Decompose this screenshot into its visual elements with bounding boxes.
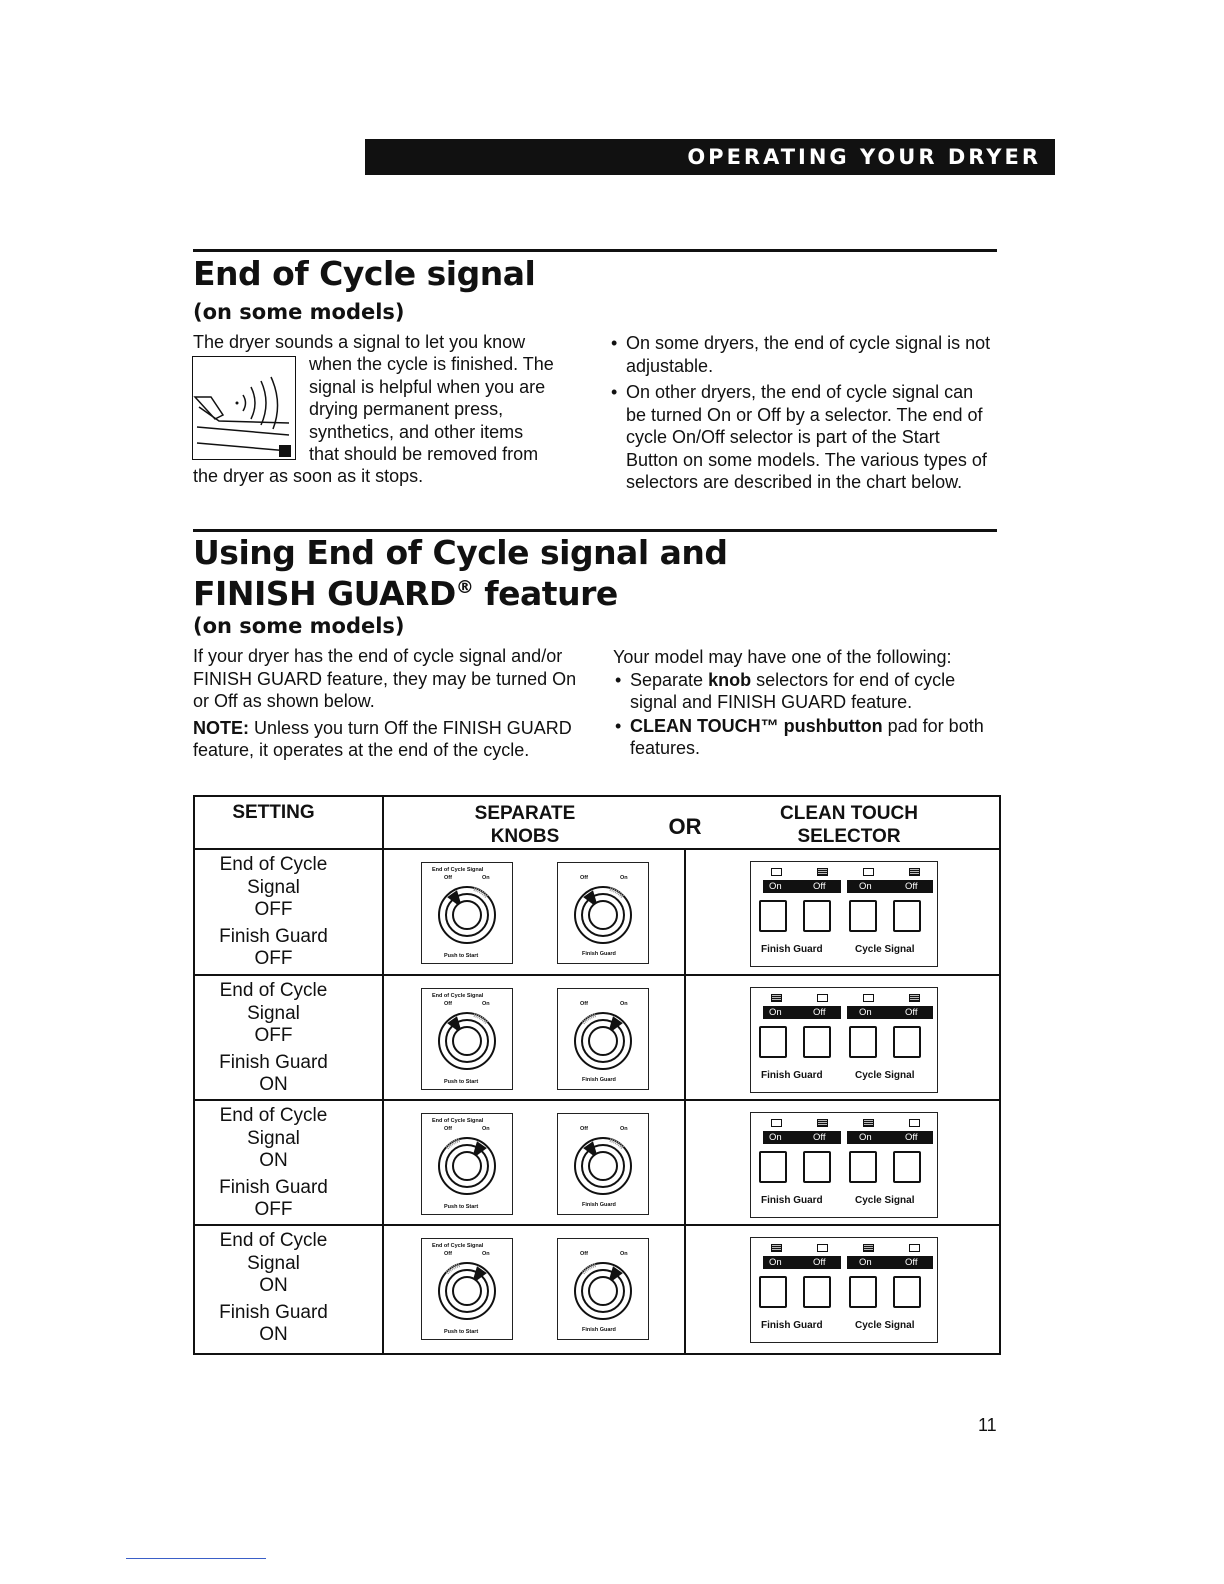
off-label: Off (813, 1007, 826, 1018)
note-label: NOTE: (193, 717, 249, 738)
signal-dial-icon[interactable] (432, 1003, 502, 1073)
on-label: On (769, 1257, 782, 1268)
intro-wrap-line: drying permanent press, (309, 399, 504, 419)
knob-label: End of Cycle Signal (432, 867, 484, 873)
setting-line: Finish Guard (219, 925, 328, 947)
knob-off-label: Off (444, 1126, 452, 1132)
knob-off-label: Off (444, 875, 452, 881)
cycle-signal-on-off-bar (847, 1131, 933, 1144)
page-number: 11 (978, 1415, 997, 1435)
setting-cell (195, 1230, 352, 1347)
finish-guard-off-button[interactable] (803, 1276, 831, 1308)
knob-on-label: On (620, 1251, 628, 1257)
finish-guard-label: Finish Guard (761, 1195, 823, 1206)
indicator-light (909, 1119, 920, 1127)
setting-line: OFF (254, 1025, 293, 1046)
finish-guard-label: Finish Guard (761, 944, 823, 955)
b1a: Separate (630, 669, 709, 690)
using-paragraph: If your dryer has the end of cycle signal and/or FINISH GUARD feature, they may be turned On or Off as shown below. (193, 646, 577, 711)
knob-push-label: Push to Start (444, 1079, 479, 1085)
cycle-signal-label: Cycle Signal (855, 1195, 915, 1206)
header-line: KNOBS (490, 826, 560, 847)
finish-guard-off-button[interactable] (803, 900, 831, 932)
end-of-cycle-intro (193, 331, 593, 354)
cycle-signal-label: Cycle Signal (855, 1070, 915, 1081)
right-intro: Your model may have one of the following: (613, 647, 952, 667)
registered-mark: ® (455, 577, 474, 598)
intro-end: the dryer as soon as it stops. (193, 466, 424, 486)
on-label: On (769, 1007, 782, 1018)
off-label: Off (905, 881, 918, 892)
on-label: On (859, 1257, 872, 1268)
finish-guard-on-button[interactable] (759, 1151, 787, 1183)
finish-guard-knob[interactable] (557, 988, 649, 1090)
using-note (193, 717, 588, 762)
indicator-light (863, 1244, 874, 1252)
indicator-light (909, 868, 920, 876)
intro-wrap-line: when the cycle is finished. The (309, 354, 554, 374)
on-label: On (769, 1132, 782, 1143)
off-label: Off (905, 1132, 918, 1143)
col-divider (684, 849, 686, 1353)
setting-line: End of Cycle (219, 1105, 328, 1126)
knob-on-label: On (482, 1251, 490, 1257)
on-label: On (859, 881, 872, 892)
cycle-signal-on-off-bar (847, 1006, 933, 1019)
setting-line: Signal (247, 876, 300, 898)
setting-line: ON (259, 1275, 288, 1296)
b2a: CLEAN TOUCH™ pushbutton (630, 715, 883, 736)
signal-dial-icon[interactable] (432, 877, 502, 947)
dryer-signal-illustration (192, 356, 296, 460)
using-right-text (613, 646, 998, 764)
indicator-light (771, 994, 782, 1002)
knob-off-label: Off (580, 1251, 588, 1257)
cycle-signal-off-button[interactable] (893, 900, 921, 932)
off-label: Off (905, 1007, 918, 1018)
finish-guard-on-off-bar (763, 880, 841, 893)
indicator-light (863, 868, 874, 876)
knob-on-label: On (620, 875, 628, 881)
knob-on-label: On (482, 875, 490, 881)
col-divider (382, 797, 384, 1353)
intro-wrap-line: synthetics, and other items (309, 421, 524, 442)
finish-guard-knob[interactable] (557, 1113, 649, 1215)
knob-off-label: Off (444, 1251, 452, 1257)
finish-guard-dial-icon[interactable] (568, 1128, 638, 1198)
footer-line (126, 1558, 266, 1559)
end-of-cycle-signal-knob[interactable] (421, 862, 513, 964)
end-of-cycle-subtitle: (on some models) (193, 300, 405, 324)
cycle-signal-off-button[interactable] (893, 1276, 921, 1308)
end-of-cycle-signal-knob[interactable] (421, 988, 513, 1090)
bullet-item: • On some dryers, the end of cycle signal is not adjustable. (611, 332, 996, 377)
indicator-light (817, 868, 828, 876)
finish-guard-on-off-bar (763, 1256, 841, 1269)
off-label: Off (813, 1257, 826, 1268)
finish-guard-on-off-bar (763, 1131, 841, 1144)
bullet-item: • On other dryers, the end of cycle signal can be turned On or Off by a selector. The end of cycle On/Off selector is part of the Start Button on some models. The various types of selectors are described in the chart below. (611, 381, 996, 494)
setting-line: ON (259, 1074, 288, 1095)
end-of-cycle-bullets (611, 332, 996, 498)
row-divider (195, 1224, 999, 1226)
on-label: On (769, 881, 782, 892)
finish-guard-on-button[interactable] (759, 900, 787, 932)
cycle-signal-label: Cycle Signal (855, 1320, 915, 1331)
knob-on-label: On (482, 1001, 490, 1007)
setting-line: OFF (254, 899, 293, 920)
title-feature: feature (473, 574, 618, 613)
knob-finish-label: Finish Guard (582, 1077, 616, 1083)
knob-push-label: Push to Start (444, 1204, 479, 1210)
setting-line: Signal (247, 1252, 300, 1274)
setting-line: Finish Guard (219, 1301, 328, 1323)
indicator-light (771, 1244, 782, 1252)
using-title-line2 (193, 570, 618, 612)
knob-off-label: Off (580, 1126, 588, 1132)
knob-on-label: On (482, 1126, 490, 1132)
knob-finish-label: Finish Guard (582, 1202, 616, 1208)
setting-line: End of Cycle (219, 980, 328, 1001)
header-line: CLEAN TOUCH (780, 803, 918, 824)
setting-line: Finish Guard (219, 1051, 328, 1073)
clean-touch-panel (750, 987, 938, 1093)
header-setting: SETTING (232, 802, 315, 823)
indicator-light (771, 868, 782, 876)
finish-guard-off-button[interactable] (803, 1151, 831, 1183)
knob-on-label: On (620, 1001, 628, 1007)
signal-dial-icon[interactable] (432, 1128, 502, 1198)
cycle-signal-on-button[interactable] (849, 1026, 877, 1058)
using-left-text (193, 645, 588, 762)
header-separate-knobs (425, 802, 625, 848)
clean-touch-panel (750, 861, 938, 967)
setting-line: End of Cycle (219, 1230, 328, 1251)
row-divider (195, 1099, 999, 1101)
knob-finish-label: Finish Guard (582, 1327, 616, 1333)
finish-guard-knob[interactable] (557, 1238, 649, 1340)
finish-guard-knob[interactable] (557, 862, 649, 964)
off-label: Off (905, 1257, 918, 1268)
indicator-light (817, 1119, 828, 1127)
row-divider (195, 974, 999, 976)
cycle-signal-on-button[interactable] (849, 1151, 877, 1183)
signal-sound-icon (193, 357, 295, 459)
off-label: Off (813, 1132, 826, 1143)
signal-dial-icon[interactable] (432, 1253, 502, 1323)
knob-label: End of Cycle Signal (432, 1118, 484, 1124)
setting-cell (195, 980, 352, 1097)
note-text: Unless you turn Off the FINISH GUARD feature, it operates at the end of the cycle. (193, 717, 572, 760)
b2b: pad for both features. (630, 715, 984, 758)
on-label: On (859, 1007, 872, 1018)
intro-line: The dryer sounds a signal to let you know (193, 332, 526, 352)
indicator-light (817, 1244, 828, 1252)
setting-line: OFF (254, 948, 293, 969)
knob-off-label: Off (580, 1001, 588, 1007)
setting-line: OFF (254, 1199, 293, 1220)
clean-touch-panel (750, 1112, 938, 1218)
finish-guard-on-button[interactable] (759, 1026, 787, 1058)
section-header-bar: OPERATING YOUR DRYER (365, 139, 1055, 175)
indicator-light (863, 994, 874, 1002)
off-label: Off (813, 881, 826, 892)
setting-line: ON (259, 1150, 288, 1171)
setting-line: End of Cycle (219, 854, 328, 875)
header-line: SELECTOR (797, 826, 901, 847)
finish-guard-off-button[interactable] (803, 1026, 831, 1058)
cycle-signal-on-off-bar (847, 880, 933, 893)
knob-push-label: Push to Start (444, 953, 479, 959)
setting-line: Signal (247, 1127, 300, 1149)
settings-chart (193, 795, 1001, 1355)
finish-guard-dial-icon[interactable] (568, 877, 638, 947)
finish-guard-label: Finish Guard (761, 1320, 823, 1331)
finish-guard-on-off-bar (763, 1006, 841, 1019)
end-of-cycle-title: End of Cycle signal (193, 254, 536, 293)
cycle-signal-label: Cycle Signal (855, 944, 915, 955)
header-clean-touch (749, 802, 949, 848)
intro-wrap (309, 353, 599, 466)
section-rule (193, 249, 997, 252)
indicator-light (863, 1119, 874, 1127)
cycle-signal-on-off-bar (847, 1256, 933, 1269)
indicator-light (817, 994, 828, 1002)
row-divider (195, 848, 999, 850)
cycle-signal-on-button[interactable] (849, 900, 877, 932)
knob-off-label: Off (580, 875, 588, 881)
setting-cell (195, 1105, 352, 1222)
indicator-light (909, 1244, 920, 1252)
knob-label: End of Cycle Signal (432, 1243, 484, 1249)
bullet-item (615, 715, 998, 760)
finish-guard-dial-icon[interactable] (568, 1003, 638, 1073)
using-title-line1: Using End of Cycle signal and (193, 533, 728, 572)
knob-finish-label: Finish Guard (582, 951, 616, 957)
indicator-light (909, 994, 920, 1002)
knob-off-label: Off (444, 1001, 452, 1007)
b1c: selectors for end of cycle signal and FINISH GUARD feature. (630, 669, 956, 712)
knob-label: End of Cycle Signal (432, 993, 484, 999)
finish-guard-on-button[interactable] (759, 1276, 787, 1308)
header-or: OR (668, 814, 702, 839)
intro-wrap-line: signal is helpful when you are (309, 376, 546, 397)
b1b: knob (708, 669, 752, 690)
end-of-cycle-signal-knob[interactable] (421, 1238, 513, 1340)
clean-touch-panel (750, 1237, 938, 1343)
finish-guard-dial-icon[interactable] (568, 1253, 638, 1323)
setting-line: Signal (247, 1002, 300, 1024)
setting-cell (195, 854, 352, 971)
cycle-signal-off-button[interactable] (893, 1151, 921, 1183)
cycle-signal-on-button[interactable] (849, 1276, 877, 1308)
on-label: On (859, 1132, 872, 1143)
indicator-light (771, 1119, 782, 1127)
finish-guard-label: Finish Guard (761, 1070, 823, 1081)
knob-push-label: Push to Start (444, 1329, 479, 1335)
cycle-signal-off-button[interactable] (893, 1026, 921, 1058)
setting-line: Finish Guard (219, 1176, 328, 1198)
using-subtitle: (on some models) (193, 614, 405, 638)
end-of-cycle-signal-knob[interactable] (421, 1113, 513, 1215)
header-line: SEPARATE (474, 803, 576, 824)
bullet-item (615, 669, 998, 714)
intro-wrap-line: that should be removed from (309, 444, 539, 464)
knob-on-label: On (620, 1126, 628, 1132)
title-finish-guard: FINISH GUARD (193, 574, 456, 613)
setting-line: ON (259, 1324, 288, 1345)
section-rule (193, 529, 997, 532)
